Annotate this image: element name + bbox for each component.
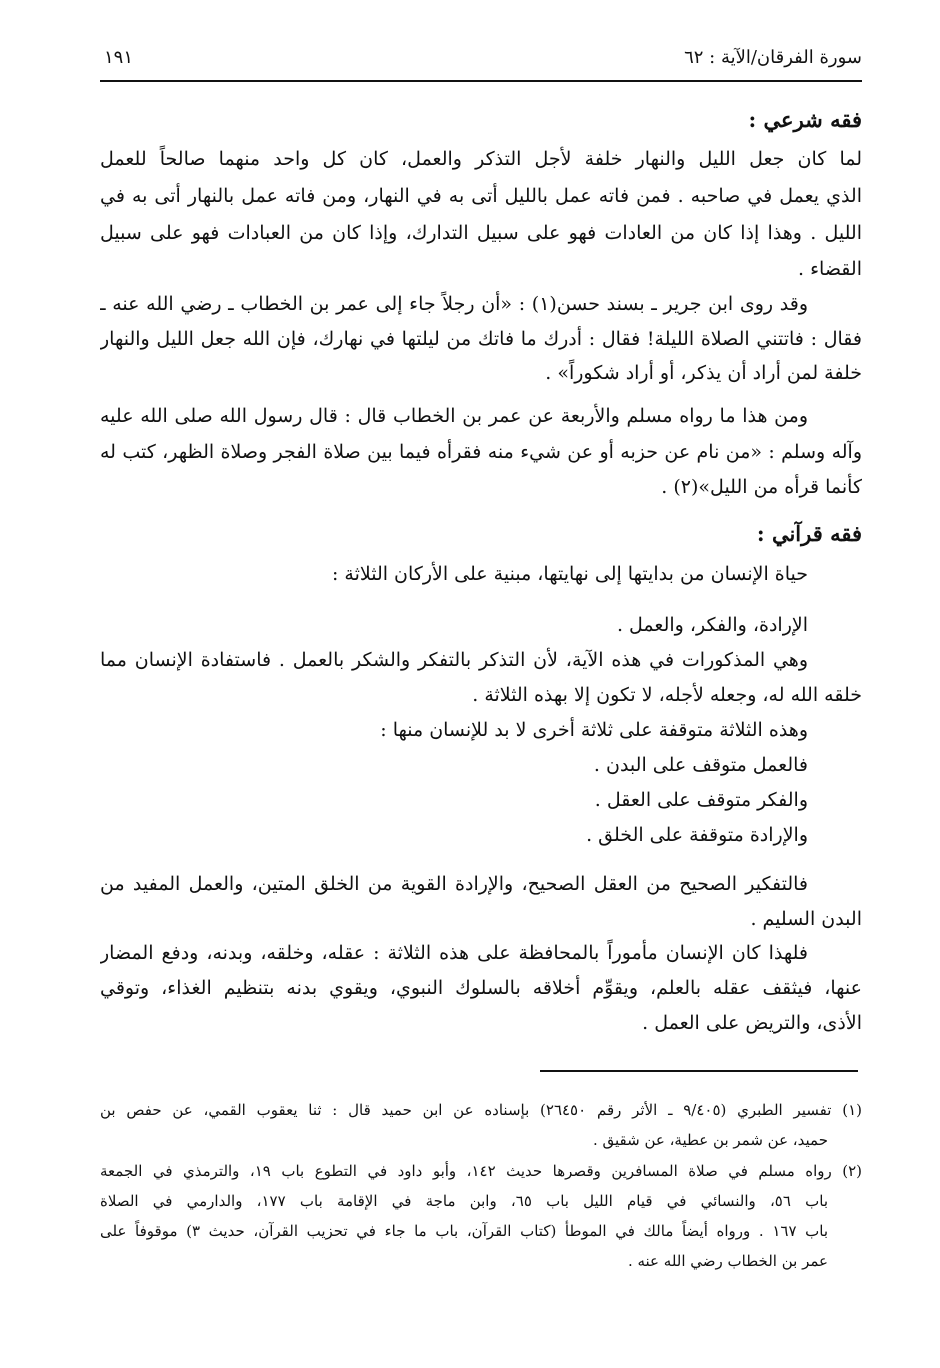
body-line: وآله وسلم : «من نام عن حزبه أو عن شيء منه فقرأه فيما بين صلاة الفجر وصلاة الظهر، كتب له [100, 441, 862, 463]
body-line: والفكر متوقف على العقل . [594, 789, 808, 811]
section-heading-fiqh-shari: فقه شرعي : [748, 107, 862, 132]
body-line: كأنما قرأه من الليل»(٢) . [661, 476, 862, 498]
body-line: الإرادة، والفكر، والعمل . [616, 614, 808, 636]
page-number: ١٩١ [104, 47, 134, 68]
footnote-separator [540, 1070, 858, 1072]
footnote-line: (٢) رواه مسلم في صلاة المسافرين وقصرها حديث ١٤٢، وأبو داود في التطوع باب ١٩، والترمذي في الجمعة [100, 1162, 862, 1180]
body-line: حياة الإنسان من بدايتها إلى نهايتها، مبنية على الأركان الثلاثة : [331, 563, 808, 585]
footnote-line: باب ٥٦، والنسائي في قيام الليل باب ٦٥، وابن ماجة في الإقامة باب ١٧٧، والدارمي في الصلاة [100, 1192, 828, 1210]
body-line: وهذه الثلاثة متوقفة على ثلاثة أخرى لا بد للإنسان منها : [380, 719, 808, 741]
body-line: الليل . وهذا إذا كان من العادات فهو على سبيل التدارك، وإذا كان من العبادات فهو على سبيل [100, 222, 862, 244]
section-heading-fiqh-qurani: فقه قرآني : [756, 521, 862, 546]
body-line: فالتفكير الصحيح من العقل الصحيح، والإرادة القوية من الخلق المتين، والعمل المفيد من [100, 873, 808, 895]
footnote-line: عمر بن الخطاب رضي الله عنه . [627, 1252, 828, 1270]
running-header [100, 40, 862, 76]
body-line: خلقه الله له، وجعله لأجله، لا تكون إلا بهذه الثلاثة . [472, 684, 862, 706]
body-line: والإرادة متوقفة على الخلق . [586, 824, 808, 846]
body-line: فالعمل متوقف على البدن . [593, 754, 808, 776]
body-line: لما كان جعل الليل والنهار خلفة لأجل التذكر والعمل، كان كل واحد منهما صالحاً للعمل [100, 148, 862, 170]
body-line: الأذى، والتريض على العمل . [642, 1012, 862, 1034]
body-line: ومن هذا ما رواه مسلم والأربعة عن عمر بن الخطاب قال : قال رسول الله صلى الله عليه [100, 405, 808, 427]
body-line: فقال : فاتتني الصلاة الليلة! فقال : أدرك ما فاتك من ليلتها في نهارك، فإن الله جعل الليل والنهار [100, 328, 862, 350]
body-line: وقد روى ابن جرير ـ بسند حسن(١) : «أن رجلاً جاء إلى عمر بن الخطاب ـ رضي الله عنه ـ [100, 293, 808, 315]
body-line: عنها، فيثقف عقله بالعلم، ويقوِّم أخلاقه بالسلوك النبوي، ويقوي بدنه بتنظيم الغذاء، وتوقي [100, 977, 862, 999]
body-line: البدن السليم . [750, 908, 862, 930]
body-line: وهي المذكورات في هذه الآية، لأن التذكر بالتفكر والشكر بالعمل . فاستفادة الإنسان مما [100, 649, 808, 671]
body-line: فلهذا كان الإنسان مأموراً بالمحافظة على هذه الثلاثة : عقله، وخلقه، وبدنه، ودفع المضار [100, 942, 808, 964]
footnote-line: حميد، عن شمر بن عطية، عن شقيق . [592, 1131, 828, 1149]
footnote-line: (١) تفسير الطبري (٩/٤٠٥ ـ الأثر رقم ٢٦٤٥٠) بإسناده عن ابن حميد قال : ثنا يعقوب القمي، عن حفص بن [100, 1101, 862, 1119]
body-line: خلفة لمن أراد أن يذكر، أو أراد شكوراً» . [545, 362, 862, 384]
body-line: الذي يعمل في صاحبه . فمن فاته عمل بالليل أتى به في النهار، ومن فاته عمل بالنهار أتى به في [100, 185, 862, 207]
footnote-line: باب ١٦٧ . ورواه أيضاً مالك في الموطأ (كتاب القرآن، باب ما جاء في تحزيب القرآن، حديث ٣) موقوفاً على [100, 1222, 828, 1240]
body-line: القضاء . [798, 258, 862, 280]
surah-verse-title: سورة الفرقان/الآية : ٦٢ [684, 47, 862, 68]
header-rule [100, 80, 862, 82]
